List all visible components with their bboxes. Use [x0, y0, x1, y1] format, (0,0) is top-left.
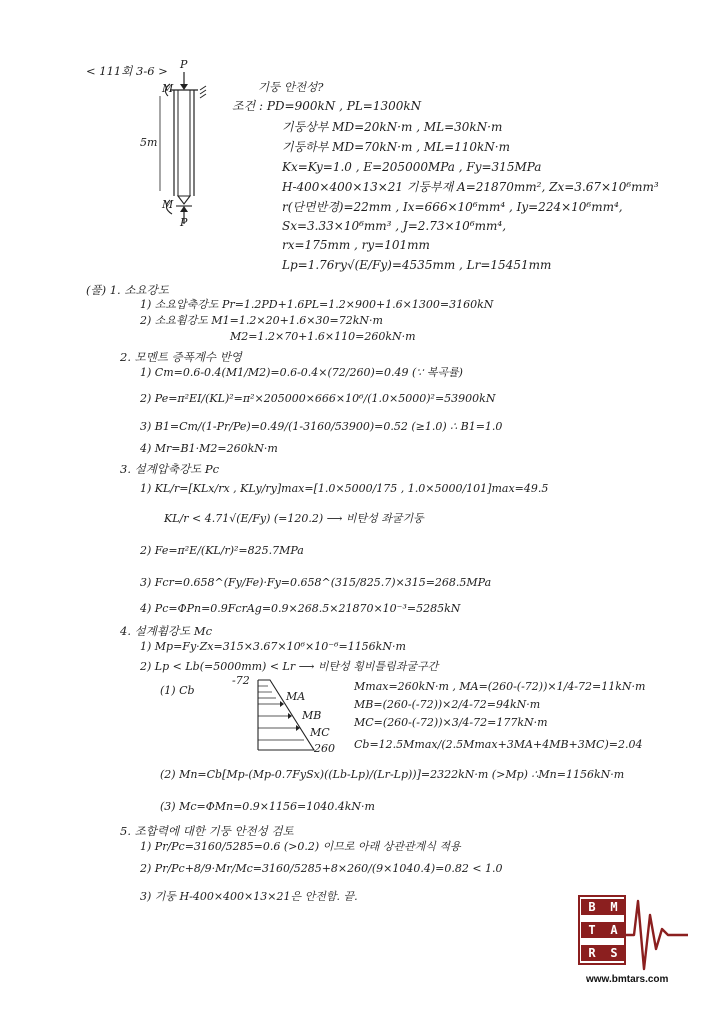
s3-slenderness: 1) KL/r=[KLx/rx , KLy/ry]max=[1.0×5000/175 , 1.0×5000/101]max=49.5 [140, 482, 549, 495]
s3-fcr: 3) Fcr=0.658^(Fy/Fe)·Fy=0.658^(315/825.7)×315=268.5MPa [140, 576, 492, 589]
diagram-top-value: -72 [232, 674, 250, 687]
load-top-label: P [180, 58, 188, 71]
given-line-6: r(단면반경)=22mm , Ix=666×10⁶mm⁴ , Iy=224×10⁶mm⁴, [282, 200, 623, 214]
s4-mp: 1) Mp=Fy·Zx=315×3.67×10⁶×10⁻⁶=1156kN·m [140, 640, 406, 653]
logo-letter-b: B [581, 899, 603, 915]
s5-ratio: 1) Pr/Pc=3160/5285=0.6 (>0.2) 이므로 아래 상관관계식 적용 [140, 840, 461, 853]
logo-letter-t: T [581, 922, 603, 938]
s4-lb-range: 2) Lp < Lb(=5000mm) < Lr ⟶ 비탄성 횡비틀림좌굴구간 [140, 660, 439, 673]
cb-mb: MB=(260-(-72))×2/4-72=94kN·m [354, 698, 541, 711]
s2-mr: 4) Mr=B1·M2=260kN·m [140, 442, 278, 455]
section-1-title: (풀) 1. 소요강도 [86, 283, 169, 297]
section-2-title: 2. 모멘트 증폭계수 반영 [120, 350, 242, 364]
bmtars-logo [578, 895, 690, 987]
moment-top-label: M [162, 82, 174, 95]
given-line-7: Sx=3.33×10⁶mm³ , J=2.73×10⁶mm⁴, [282, 219, 507, 233]
logo-letter-grid [578, 895, 626, 965]
logo-url: www.bmtars.com [586, 974, 669, 985]
s4-mn: (2) Mn=Cb[Mp-(Mp-0.7FySx)((Lb-Lp)/(Lr-Lp))]=2322kN·m (>Mp) ∴Mn=1156kN·m [160, 768, 625, 781]
cb-mmax-ma: Mmax=260kN·m , MA=(260-(-72))×1/4-72=11kN·m [354, 680, 646, 693]
s5-interaction: 2) Pr/Pc+8/9·Mr/Mc=3160/5285+8×260/(9×1040.4)=0.82 < 1.0 [140, 862, 503, 875]
s3-slenderness-check: KL/r < 4.71√(E/Fy) (=120.2) ⟶ 비탄성 좌굴기둥 [164, 512, 424, 525]
given-line-3: 기둥하부 MD=70kN·m , ML=110kN·m [282, 140, 511, 154]
s3-fe: 2) Fe=π²E/(KL/r)²=825.7MPa [140, 544, 304, 557]
s4-cb-label: (1) Cb [160, 684, 195, 697]
s2-b1: 3) B1=Cm/(1-Pr/Pe)=0.49/(1-3160/53900)=0.52 (≥1.0) ∴ B1=1.0 [140, 420, 503, 433]
load-bottom-label: P [180, 216, 188, 229]
logo-letter-m: M [603, 899, 625, 915]
problem-id: < 111회 3-6 > [86, 64, 168, 78]
s1-required-axial: 1) 소요압축강도 Pr=1.2PD+1.6PL=1.2×900+1.6×1300=3160kN [140, 298, 494, 311]
length-label: 5m [140, 136, 158, 149]
given-line-2: 기둥상부 MD=20kN·m , ML=30kN·m [282, 120, 503, 134]
s4-mc: (3) Mc=ΦMn=0.9×1156=1040.4kN·m [160, 800, 375, 813]
column-figure [140, 58, 220, 231]
logo-letter-a: A [603, 922, 625, 938]
given-line-5: H-400×400×13×21 기둥부재 A=21870mm², Zx=3.67×10⁶mm³ [282, 180, 659, 194]
logo-letter-r: R [581, 945, 603, 961]
s3-pc: 4) Pc=ΦPn=0.9FcrAg=0.9×268.5×21870×10⁻³=5285kN [140, 602, 461, 615]
logo-pulse-line-icon [626, 895, 688, 973]
given-line-8: rx=175mm , ry=101mm [282, 238, 430, 252]
s2-pe: 2) Pe=π²EI/(KL)²=π²×205000×666×10⁶/(1.0×5000)²=53900kN [140, 392, 496, 405]
s1-required-flexure-m2: M2=1.2×70+1.6×110=260kN·m [230, 330, 416, 343]
diagram-mb-label: MB [302, 709, 322, 722]
given-line-1: 조건 : PD=900kN , PL=1300kN [232, 99, 422, 113]
question-title: 기둥 안전성? [258, 80, 324, 94]
s1-required-flexure-m1: 2) 소요휨강도 M1=1.2×20+1.6×30=72kN·m [140, 314, 383, 327]
diagram-bottom-value: 260 [314, 742, 335, 755]
section-5-title: 5. 조합력에 대한 기둥 안전성 검토 [120, 824, 294, 838]
moment-bottom-label: M [162, 198, 174, 211]
section-3-title: 3. 설계압축강도 Pc [120, 462, 220, 476]
section-4-title: 4. 설계휨강도 Mc [120, 624, 213, 638]
logo-letter-s: S [603, 945, 625, 961]
moment-diagram [228, 676, 338, 756]
cb-mc: MC=(260-(-72))×3/4-72=177kN·m [354, 716, 548, 729]
s5-conclusion: 3) 기둥 H-400×400×13×21은 안전함. 끝. [140, 890, 358, 903]
given-line-4: Kx=Ky=1.0 , E=205000MPa , Fy=315MPa [282, 160, 542, 174]
diagram-ma-label: MA [286, 690, 306, 703]
s2-cm: 1) Cm=0.6-0.4(M1/M2)=0.6-0.4×(72/260)=0.49 (∵ 복곡률) [140, 366, 463, 379]
given-line-9: Lp=1.76ry√(E/Fy)=4535mm , Lr=15451mm [282, 258, 552, 272]
cb-result: Cb=12.5Mmax/(2.5Mmax+3MA+4MB+3MC)=2.04 [354, 738, 643, 751]
diagram-mc-label: MC [310, 726, 330, 739]
